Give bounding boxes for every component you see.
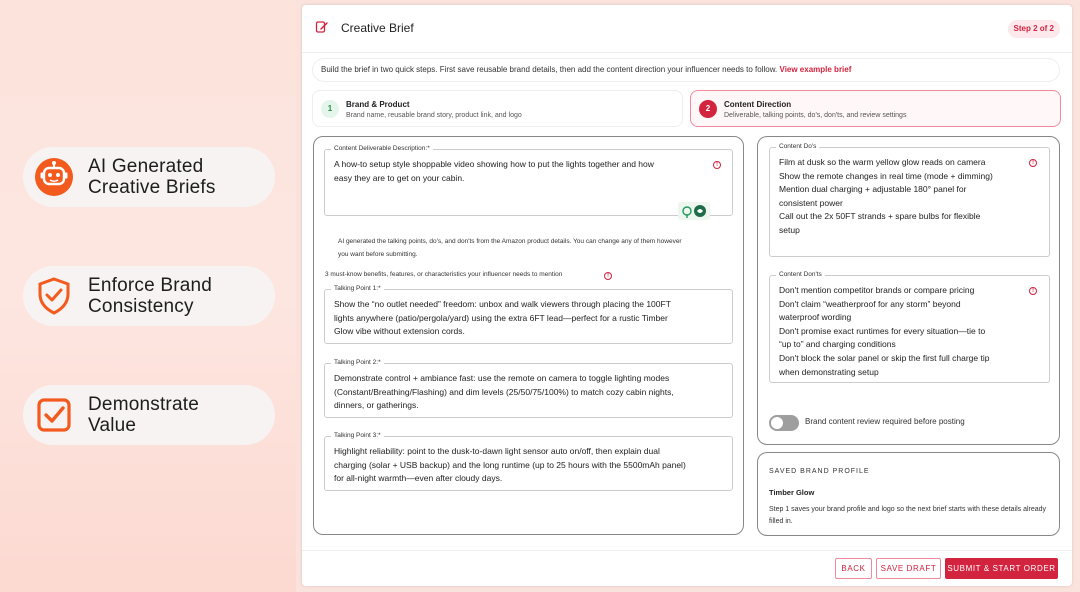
talking-point-text[interactable]: Demonstrate control + ambiance fast: use the remote on camera to toggle lighting modes (Constant/Breathing/Flashing) and dim levels (25/50/75/100%) to match cozy cabin nights, dinners, or gatherings. (334, 373, 674, 411)
talking-point-3-field[interactable] (324, 432, 733, 491)
intro-banner (312, 58, 1060, 82)
creative-brief-window (302, 5, 1072, 586)
dos-donts-panel (757, 136, 1060, 445)
robot-icon (32, 155, 76, 199)
ai-assist-icons[interactable] (678, 202, 710, 220)
promo-panel (0, 0, 296, 592)
content-dos-text[interactable]: Film at dusk so the warm yellow glow reads on camera Show the remote changes in real time (mode + dimming) Mention dual charging + adjustable 180° panel for consistent power Call out the 2x 50FT strands + spare bulbs for flexible setup (779, 157, 993, 235)
step-title: Brand & Product (346, 100, 410, 109)
app-header (302, 5, 1072, 53)
feature-label: Enforce Brand Consistency (88, 275, 213, 317)
feature-label: AI Generated Creative Briefs (88, 156, 216, 198)
info-icon (713, 161, 721, 169)
step-content-direction[interactable] (690, 90, 1061, 127)
brief-logo-icon (315, 20, 329, 39)
talking-point-label: Talking Point 3:* (331, 432, 384, 439)
info-icon (1029, 159, 1037, 167)
checkbox-icon (32, 393, 76, 437)
feature-ai-briefs (23, 147, 275, 207)
talking-point-label: Talking Point 1:* (331, 285, 384, 292)
content-donts-field[interactable] (769, 271, 1050, 383)
talking-point-text[interactable]: Show the “no outlet needed” freedom: unbox and walk viewers through placing the 100FT lights anywhere (patio/pergola/yard) using the extra 6FT lead—perfect for a rustic Timber Glow vibe without extension cords. (334, 299, 671, 337)
talking-point-text[interactable]: Highlight reliability: point to the dusk-to-dawn light sensor auto on/off, then explain dual charging (solar + USB backup) and the long runtime (up to 25 hours with the 5500mAh panel) for all-night warmth—even after cloudy days. (334, 446, 686, 484)
deliverable-text[interactable]: A how-to setup style shoppable video showing how to put the lights together and how easy they are to get on your cabin. (334, 159, 654, 183)
talking-points-heading: 3 must-know benefits, features, or characteristics your influencer needs to mention (325, 271, 563, 278)
info-icon (604, 272, 612, 280)
step-number: 1 (321, 100, 339, 118)
info-icon (1029, 287, 1037, 295)
view-example-link[interactable]: View example brief (779, 65, 852, 74)
content-dos-field[interactable] (769, 143, 1050, 257)
content-donts-label: Content Don'ts (776, 271, 825, 278)
feature-label: Demonstrate Value (88, 394, 199, 436)
profile-description: Step 1 saves your brand profile and logo so the next brief starts with these details already filled in. (769, 506, 1047, 525)
footer-actions (302, 550, 1072, 586)
ai-generated-note: AI generated the talking points, do's, and don'ts from the Amazon product details. You can change any of them however you want before submitting. (338, 238, 682, 258)
saved-brand-profile-card (757, 452, 1060, 536)
step-number: 2 (699, 100, 717, 118)
review-toggle[interactable] (769, 415, 799, 431)
profile-heading: SAVED BRAND PROFILE (769, 468, 870, 475)
toggle-knob (771, 417, 783, 429)
deliverable-field[interactable] (324, 145, 733, 216)
talking-point-2-field[interactable] (324, 359, 733, 418)
step-badge: Step 2 of 2 (1008, 20, 1060, 38)
step-title: Content Direction (724, 100, 792, 109)
intro-text: Build the brief in two quick steps. First save reusable brand details, then add the content direction your influencer needs to follow. (321, 65, 778, 74)
step-subtitle: Brand name, reusable brand story, product link, and logo (346, 112, 522, 119)
profile-name: Timber Glow (769, 488, 815, 497)
talking-point-1-field[interactable] (324, 285, 733, 344)
back-button[interactable]: BACK (835, 558, 872, 579)
content-dos-label: Content Do's (776, 143, 819, 150)
talking-point-label: Talking Point 2:* (331, 359, 384, 366)
content-donts-text[interactable]: Don't mention competitor brands or compare pricing Don't claim “weatherproof for any storm” beyond waterproof wording Don't promise exact runtimes for every situation—tie to “up to” and charging conditions Don't block the solar panel or skip the first full charge tip when demonstrating setup (779, 285, 990, 377)
content-direction-panel (313, 136, 744, 535)
review-toggle-label: Brand content review required before posting (805, 417, 965, 426)
deliverable-label: Content Deliverable Description:* (331, 145, 433, 152)
step-subtitle: Deliverable, talking points, do's, don'ts, and review settings (724, 112, 907, 119)
shield-check-icon (32, 274, 76, 318)
feature-brand-consistency (23, 266, 275, 326)
save-draft-button[interactable]: SAVE DRAFT (876, 558, 941, 579)
submit-start-order-button[interactable]: SUBMIT & START ORDER (945, 558, 1058, 579)
step-brand-product[interactable] (312, 90, 683, 127)
feature-demonstrate-value (23, 385, 275, 445)
page-title: Creative Brief (341, 21, 414, 35)
